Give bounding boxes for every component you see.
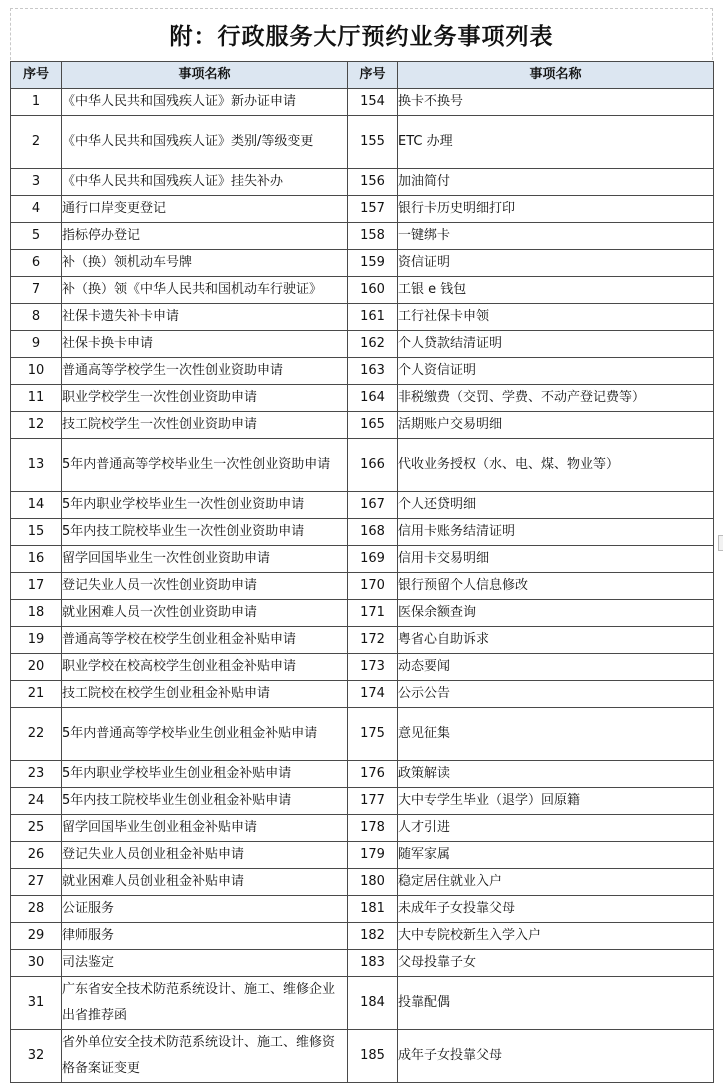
- right-item-name-cell: 稳定居住就业入户: [398, 869, 714, 896]
- left-seq-cell: 20: [11, 654, 62, 681]
- right-item-name-cell: 随军家属: [398, 842, 714, 869]
- left-seq-cell: 32: [11, 1030, 62, 1083]
- table-row: [11, 546, 714, 573]
- left-item-name-cell: 留学回国毕业生一次性创业资助申请: [62, 546, 348, 573]
- left-item-name-cell: 指标停办登记: [62, 223, 348, 250]
- left-item-name-cell: 补（换）领机动车号牌: [62, 250, 348, 277]
- edge-marker: [718, 535, 723, 551]
- left-seq-cell: 30: [11, 950, 62, 977]
- left-item-name-cell: 5年内技工院校毕业生一次性创业资助申请: [62, 519, 348, 546]
- table-row: [11, 869, 714, 896]
- right-item-name-cell: 个人贷款结清证明: [398, 331, 714, 358]
- left-seq-cell: 13: [11, 439, 62, 492]
- right-item-name-cell: 成年子女投靠父母: [398, 1030, 714, 1083]
- right-item-name-cell: 代收业务授权（水、电、煤、物业等）: [398, 439, 714, 492]
- right-seq-cell: 159: [348, 250, 398, 277]
- left-item-name-cell: 普通高等学校学生一次性创业资助申请: [62, 358, 348, 385]
- header-name-left: 事项名称: [62, 62, 348, 89]
- table-row: [11, 492, 714, 519]
- right-item-name-cell: 工银 e 钱包: [398, 277, 714, 304]
- table-row: [11, 815, 714, 842]
- table-row: [11, 196, 714, 223]
- table-row: [11, 89, 714, 116]
- left-item-name-cell: 普通高等学校在校学生创业租金补贴申请: [62, 627, 348, 654]
- right-item-name-cell: 个人资信证明: [398, 358, 714, 385]
- table-row: [11, 277, 714, 304]
- right-seq-cell: 180: [348, 869, 398, 896]
- left-item-name-cell: 登记失业人员一次性创业资助申请: [62, 573, 348, 600]
- right-seq-cell: 183: [348, 950, 398, 977]
- table-row: [11, 896, 714, 923]
- right-item-name-cell: 非税缴费（交罚、学费、不动产登记费等）: [398, 385, 714, 412]
- right-seq-cell: 170: [348, 573, 398, 600]
- right-seq-cell: 165: [348, 412, 398, 439]
- table-row: [11, 250, 714, 277]
- right-item-name-cell: 信用卡账务结清证明: [398, 519, 714, 546]
- right-item-name-cell: 政策解读: [398, 761, 714, 788]
- left-seq-cell: 9: [11, 331, 62, 358]
- left-seq-cell: 15: [11, 519, 62, 546]
- left-seq-cell: 16: [11, 546, 62, 573]
- right-item-name-cell: 资信证明: [398, 250, 714, 277]
- right-item-name-cell: 动态要闻: [398, 654, 714, 681]
- document-title: 附：行政服务大厅预约业务事项列表: [10, 8, 713, 60]
- right-item-name-cell: 加油简付: [398, 169, 714, 196]
- right-seq-cell: 158: [348, 223, 398, 250]
- right-item-name-cell: 银行卡历史明细打印: [398, 196, 714, 223]
- right-item-name-cell: 活期账户交易明细: [398, 412, 714, 439]
- left-item-name-cell: 公证服务: [62, 896, 348, 923]
- right-item-name-cell: 换卡不换号: [398, 89, 714, 116]
- table-row: [11, 842, 714, 869]
- right-seq-cell: 160: [348, 277, 398, 304]
- left-seq-cell: 1: [11, 89, 62, 116]
- table-row: [11, 654, 714, 681]
- left-seq-cell: 14: [11, 492, 62, 519]
- left-item-name-cell: 《中华人民共和国残疾人证》新办证申请: [62, 89, 348, 116]
- left-item-name-cell: 《中华人民共和国残疾人证》挂失补办: [62, 169, 348, 196]
- right-seq-cell: 161: [348, 304, 398, 331]
- left-seq-cell: 2: [11, 116, 62, 169]
- left-item-name-cell: 补（换）领《中华人民共和国机动车行驶证》: [62, 277, 348, 304]
- left-seq-cell: 24: [11, 788, 62, 815]
- left-item-name-cell: 广东省安全技术防范系统设计、施工、维修企业出省推荐函: [62, 977, 348, 1030]
- left-item-name-cell: 5年内普通高等学校毕业生一次性创业资助申请: [62, 439, 348, 492]
- table-row: [11, 385, 714, 412]
- right-seq-cell: 163: [348, 358, 398, 385]
- left-item-name-cell: 《中华人民共和国残疾人证》类别/等级变更: [62, 116, 348, 169]
- table-row: [11, 627, 714, 654]
- left-seq-cell: 4: [11, 196, 62, 223]
- table-row: [11, 412, 714, 439]
- left-seq-cell: 18: [11, 600, 62, 627]
- right-item-name-cell: 公示公告: [398, 681, 714, 708]
- right-seq-cell: 181: [348, 896, 398, 923]
- right-seq-cell: 164: [348, 385, 398, 412]
- right-item-name-cell: 信用卡交易明细: [398, 546, 714, 573]
- left-seq-cell: 8: [11, 304, 62, 331]
- left-item-name-cell: 通行口岸变更登记: [62, 196, 348, 223]
- right-item-name-cell: 医保余额查询: [398, 600, 714, 627]
- left-seq-cell: 10: [11, 358, 62, 385]
- right-item-name-cell: 投靠配偶: [398, 977, 714, 1030]
- table-row: [11, 304, 714, 331]
- left-item-name-cell: 就业困难人员一次性创业资助申请: [62, 600, 348, 627]
- left-item-name-cell: 技工院校学生一次性创业资助申请: [62, 412, 348, 439]
- left-item-name-cell: 社保卡换卡申请: [62, 331, 348, 358]
- header-seq-right: 序号: [348, 62, 398, 89]
- table-row: [11, 1030, 714, 1083]
- left-seq-cell: 5: [11, 223, 62, 250]
- right-seq-cell: 157: [348, 196, 398, 223]
- table-row: [11, 600, 714, 627]
- left-seq-cell: 27: [11, 869, 62, 896]
- right-seq-cell: 173: [348, 654, 398, 681]
- right-seq-cell: 176: [348, 761, 398, 788]
- table-row: [11, 358, 714, 385]
- right-seq-cell: 154: [348, 89, 398, 116]
- right-item-name-cell: 粤省心自助诉求: [398, 627, 714, 654]
- right-seq-cell: 174: [348, 681, 398, 708]
- table-row: [11, 331, 714, 358]
- left-seq-cell: 12: [11, 412, 62, 439]
- right-seq-cell: 156: [348, 169, 398, 196]
- right-item-name-cell: 意见征集: [398, 708, 714, 761]
- table-row: [11, 223, 714, 250]
- left-item-name-cell: 职业学校学生一次性创业资助申请: [62, 385, 348, 412]
- left-item-name-cell: 5年内普通高等学校毕业生创业租金补贴申请: [62, 708, 348, 761]
- right-item-name-cell: 大中专学生毕业（退学）回原籍: [398, 788, 714, 815]
- right-seq-cell: 169: [348, 546, 398, 573]
- right-item-name-cell: 一键绑卡: [398, 223, 714, 250]
- left-seq-cell: 26: [11, 842, 62, 869]
- right-item-name-cell: 银行预留个人信息修改: [398, 573, 714, 600]
- table-row: [11, 923, 714, 950]
- left-item-name-cell: 省外单位安全技术防范系统设计、施工、维修资格备案证变更: [62, 1030, 348, 1083]
- left-seq-cell: 23: [11, 761, 62, 788]
- left-item-name-cell: 5年内技工院校毕业生创业租金补贴申请: [62, 788, 348, 815]
- right-item-name-cell: 大中专院校新生入学入户: [398, 923, 714, 950]
- left-item-name-cell: 律师服务: [62, 923, 348, 950]
- right-item-name-cell: 工行社保卡申领: [398, 304, 714, 331]
- table-row: [11, 519, 714, 546]
- left-seq-cell: 17: [11, 573, 62, 600]
- right-seq-cell: 185: [348, 1030, 398, 1083]
- table-row: [11, 439, 714, 492]
- left-seq-cell: 3: [11, 169, 62, 196]
- right-item-name-cell: ETC 办理: [398, 116, 714, 169]
- right-seq-cell: 179: [348, 842, 398, 869]
- left-seq-cell: 28: [11, 896, 62, 923]
- left-seq-cell: 22: [11, 708, 62, 761]
- table-row: [11, 950, 714, 977]
- right-seq-cell: 166: [348, 439, 398, 492]
- right-seq-cell: 162: [348, 331, 398, 358]
- right-seq-cell: 182: [348, 923, 398, 950]
- left-item-name-cell: 就业困难人员创业租金补贴申请: [62, 869, 348, 896]
- table-header-row: [11, 62, 714, 89]
- service-items-table: [10, 61, 714, 1083]
- table-row: [11, 116, 714, 169]
- left-seq-cell: 7: [11, 277, 62, 304]
- right-item-name-cell: 父母投靠子女: [398, 950, 714, 977]
- table-row: [11, 169, 714, 196]
- right-seq-cell: 184: [348, 977, 398, 1030]
- right-seq-cell: 168: [348, 519, 398, 546]
- left-item-name-cell: 5年内职业学校毕业生创业租金补贴申请: [62, 761, 348, 788]
- header-name-right: 事项名称: [398, 62, 714, 89]
- left-seq-cell: 21: [11, 681, 62, 708]
- right-seq-cell: 175: [348, 708, 398, 761]
- right-seq-cell: 155: [348, 116, 398, 169]
- right-seq-cell: 171: [348, 600, 398, 627]
- table-row: [11, 977, 714, 1030]
- left-item-name-cell: 5年内职业学校毕业生一次性创业资助申请: [62, 492, 348, 519]
- left-item-name-cell: 社保卡遗失补卡申请: [62, 304, 348, 331]
- right-seq-cell: 178: [348, 815, 398, 842]
- right-item-name-cell: 人才引进: [398, 815, 714, 842]
- table-row: [11, 573, 714, 600]
- left-item-name-cell: 职业学校在校高校学生创业租金补贴申请: [62, 654, 348, 681]
- table-row: [11, 761, 714, 788]
- right-seq-cell: 167: [348, 492, 398, 519]
- table-row: [11, 788, 714, 815]
- table-row: [11, 708, 714, 761]
- left-seq-cell: 25: [11, 815, 62, 842]
- left-seq-cell: 11: [11, 385, 62, 412]
- right-seq-cell: 172: [348, 627, 398, 654]
- left-seq-cell: 29: [11, 923, 62, 950]
- right-seq-cell: 177: [348, 788, 398, 815]
- header-seq-left: 序号: [11, 62, 62, 89]
- right-item-name-cell: 个人还贷明细: [398, 492, 714, 519]
- left-seq-cell: 19: [11, 627, 62, 654]
- left-item-name-cell: 技工院校在校学生创业租金补贴申请: [62, 681, 348, 708]
- left-item-name-cell: 司法鉴定: [62, 950, 348, 977]
- left-item-name-cell: 登记失业人员创业租金补贴申请: [62, 842, 348, 869]
- left-seq-cell: 31: [11, 977, 62, 1030]
- left-seq-cell: 6: [11, 250, 62, 277]
- right-item-name-cell: 未成年子女投靠父母: [398, 896, 714, 923]
- table-row: [11, 681, 714, 708]
- left-item-name-cell: 留学回国毕业生创业租金补贴申请: [62, 815, 348, 842]
